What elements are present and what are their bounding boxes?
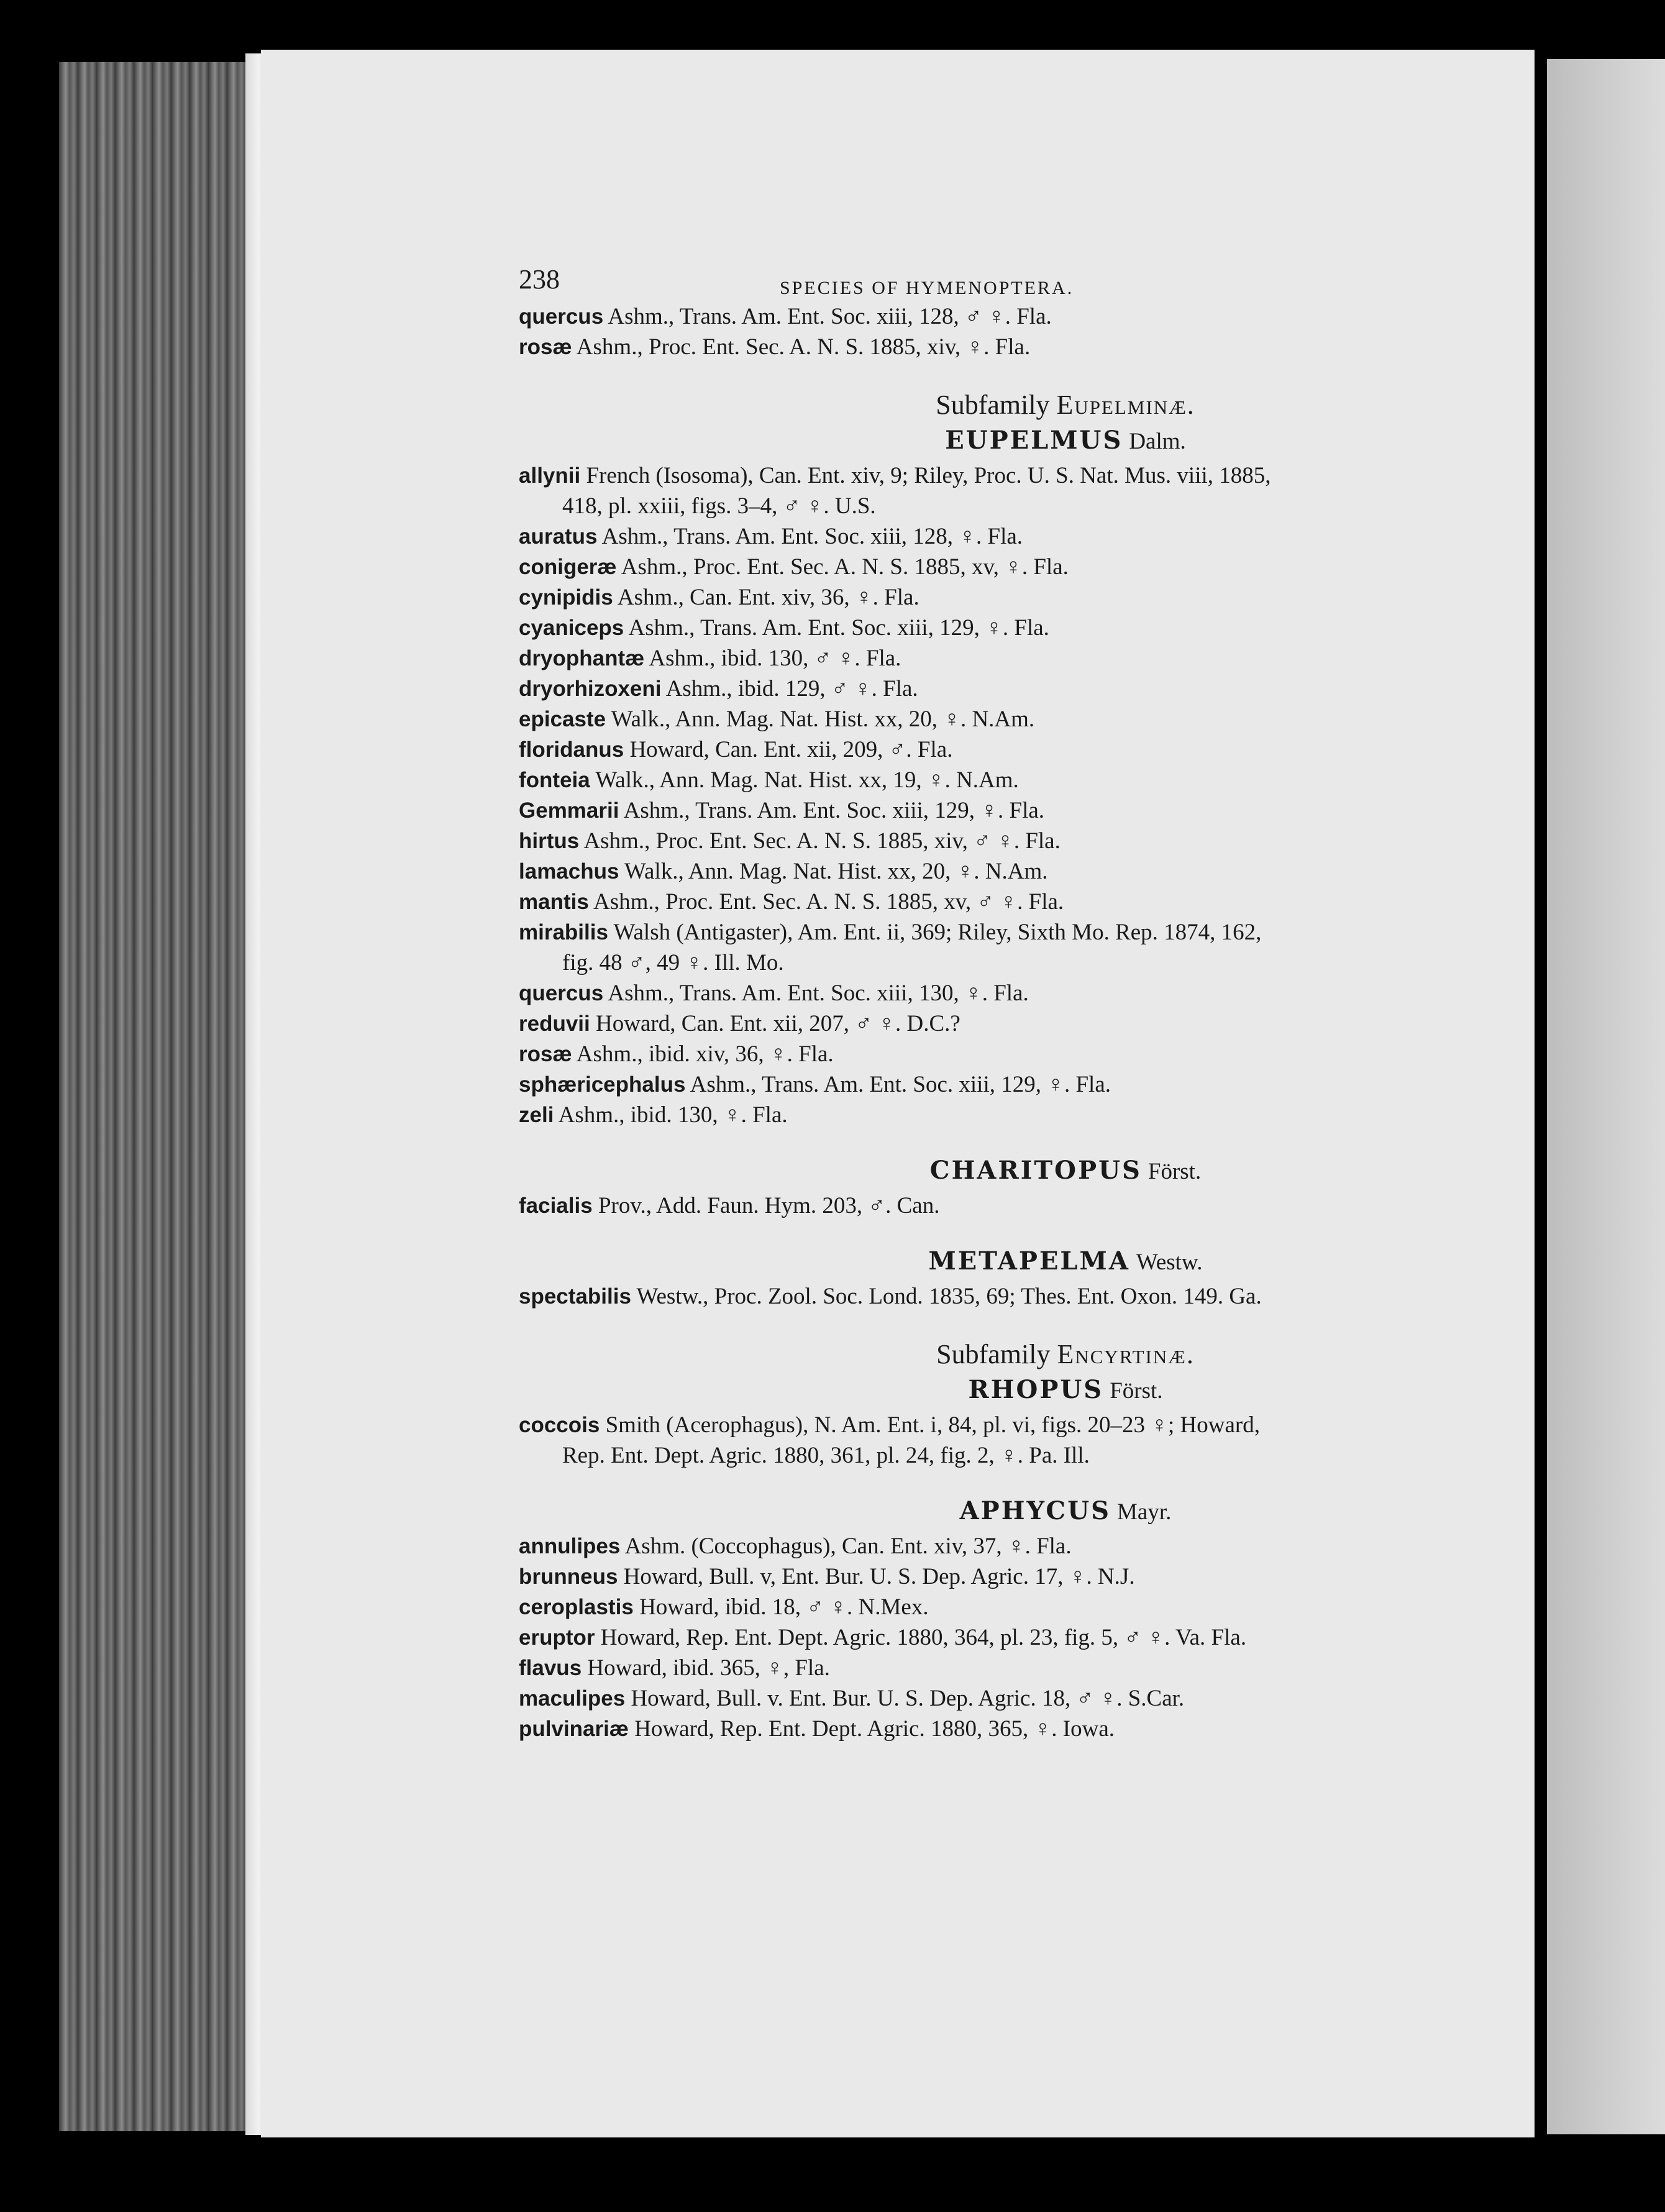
species-citation: Walk., Ann. Mag. Nat. Hist. xx, 20, ♀. N.Am. — [619, 859, 1048, 884]
species-entry — [519, 1191, 1426, 1221]
species-entry — [519, 704, 1426, 734]
page-header — [519, 264, 1426, 301]
species-name: rosæ — [519, 335, 572, 359]
species-citation: Ashm., ibid. 130, ♀. Fla. — [554, 1102, 788, 1128]
species-citation: Ashm., Proc. Ent. Sec. A. N. S. 1885, xiv, ♀. Fla. — [572, 334, 1031, 360]
species-entry — [519, 734, 1426, 765]
species-name: spectabilis — [519, 1284, 631, 1309]
species-citation: French (Isosoma), Can. Ent. xiv, 9; Riley, Proc. U. S. Nat. Mus. viii, 1885, — [580, 463, 1271, 488]
species-name: dryophantæ — [519, 646, 645, 670]
species-citation: Ashm., Trans. Am. Ent. Soc. xiii, 129, ♀. Fla. — [685, 1072, 1111, 1097]
subfamily-prefix: Subfamily — [936, 1339, 1057, 1369]
species-entry — [519, 1622, 1426, 1653]
species-name: flavus — [519, 1656, 582, 1680]
species-citation: Howard, ibid. 365, ♀, Fla. — [582, 1655, 830, 1681]
subfamily-heading — [519, 390, 1426, 420]
species-entry — [519, 1561, 1426, 1592]
subfamily-prefix: Subfamily — [936, 390, 1057, 420]
species-citation: Ashm., Trans. Am. Ent. Soc. xiii, 129, ♀. Fla. — [624, 615, 1049, 641]
species-name: mantis — [519, 890, 589, 914]
species-citation: Walk., Ann. Mag. Nat. Hist. xx, 19, ♀. N.Am. — [590, 767, 1019, 793]
species-citation: Walsh (Antigaster), Am. Ent. ii, 369; Riley, Sixth Mo. Rep. 1874, 162, — [608, 920, 1262, 945]
species-entry — [519, 765, 1426, 795]
genus-heading — [519, 425, 1426, 457]
species-citation: Ashm., Proc. Ent. Sec. A. N. S. 1885, xiv, ♂ ♀. Fla. — [579, 828, 1061, 854]
species-citation: Ashm., Trans. Am. Ent. Soc. xiii, 128, ♀. Fla. — [597, 524, 1023, 549]
species-name: conigeræ — [519, 555, 617, 579]
species-entry — [519, 552, 1426, 582]
species-citation: Howard, ibid. 18, ♂ ♀. N.Mex. — [633, 1594, 929, 1620]
species-entry — [519, 1039, 1426, 1069]
species-citation: Ashm., ibid. 129, ♂ ♀. Fla. — [661, 676, 918, 702]
species-entry — [519, 613, 1426, 643]
species-name: cyaniceps — [519, 616, 624, 640]
species-entry — [519, 1531, 1426, 1561]
genus-heading — [519, 1155, 1426, 1187]
species-name: mirabilis — [519, 920, 608, 944]
species-entry — [519, 1683, 1426, 1714]
species-citation: Ashm., Trans. Am. Ent. Soc. xiii, 128, ♂ ♀. Fla. — [603, 304, 1052, 329]
genus-author: Först. — [1147, 1159, 1202, 1184]
species-entry — [519, 460, 1426, 491]
species-citation: Ashm., Trans. Am. Ent. Soc. xiii, 130, ♀. Fla. — [603, 980, 1029, 1006]
species-name: auratus — [519, 524, 598, 549]
species-name: lamachus — [519, 859, 619, 884]
species-name: fonteia — [519, 768, 590, 792]
species-name: zeli — [519, 1103, 554, 1127]
species-entry — [519, 1069, 1426, 1100]
species-name: Gemmarii — [519, 798, 619, 823]
subfamily-name: Encyrtinæ. — [1057, 1339, 1195, 1369]
genus-name: EUPELMUS — [945, 426, 1123, 455]
genus-name: APHYCUS — [959, 1496, 1111, 1525]
species-citation: Howard, Rep. Ent. Dept. Agric. 1880, 364, pl. 23, fig. 5, ♂ ♀. Va. Fla. — [595, 1625, 1247, 1650]
section-spacer — [519, 1471, 1426, 1496]
species-citation: Ashm., Proc. Ent. Sec. A. N. S. 1885, xv, ♂ ♀. Fla. — [588, 889, 1064, 915]
section-spacer — [519, 1221, 1426, 1246]
species-entry — [519, 332, 1426, 362]
species-entry — [519, 1100, 1426, 1130]
species-name: maculipes — [519, 1686, 626, 1711]
species-entry-continuation: 418, pl. xxiii, figs. 3–4, ♂ ♀. U.S. — [562, 493, 876, 519]
species-citation: Howard, Bull. v. Ent. Bur. U. S. Dep. Agric. 18, ♂ ♀. S.Car. — [625, 1686, 1185, 1711]
species-name: hirtus — [519, 829, 580, 853]
species-name: rosæ — [519, 1042, 572, 1066]
species-entry — [519, 1008, 1426, 1039]
species-entry — [519, 582, 1426, 613]
genus-author: Dalm. — [1129, 429, 1186, 454]
species-entry — [519, 674, 1426, 704]
species-entry — [519, 1592, 1426, 1622]
genus-name: METAPELMA — [928, 1246, 1130, 1276]
species-name: reduvii — [519, 1012, 590, 1036]
species-entry — [519, 1653, 1426, 1683]
species-name: quercus — [519, 981, 604, 1005]
species-name: coccois — [519, 1413, 600, 1437]
species-name: eruptor — [519, 1625, 595, 1650]
species-name: facialis — [519, 1194, 593, 1218]
species-entry — [519, 1714, 1426, 1744]
page-number: 238 — [519, 264, 560, 295]
species-citation: Howard, Bull. v, Ent. Bur. U. S. Dep. Agric. 17, ♀. N.J. — [618, 1564, 1135, 1589]
genus-name: CHARITOPUS — [929, 1156, 1142, 1185]
book-spine-edge — [59, 62, 258, 2131]
genus-author: Mayr. — [1117, 1499, 1172, 1525]
species-citation: Walk., Ann. Mag. Nat. Hist. xx, 20, ♀. N.Am. — [606, 706, 1035, 732]
species-citation: Prov., Add. Faun. Hym. 203, ♂. Can. — [592, 1193, 940, 1218]
species-entry-continuation: Rep. Ent. Dept. Agric. 1880, 361, pl. 24, fig. 2, ♀. Pa. Ill. — [562, 1443, 1090, 1468]
species-citation: Ashm. (Coccophagus), Can. Ent. xiv, 37, ♀. Fla. — [620, 1533, 1072, 1559]
species-list — [519, 301, 1426, 1744]
species-entry — [519, 856, 1426, 887]
species-citation: Ashm., Proc. Ent. Sec. A. N. S. 1885, xv, ♀. Fla. — [616, 554, 1069, 580]
species-entry — [519, 795, 1426, 826]
species-name: floridanus — [519, 738, 624, 762]
species-citation: Ashm., Can. Ent. xiv, 36, ♀. Fla. — [613, 585, 919, 610]
species-entry — [519, 887, 1426, 917]
genus-heading — [519, 1374, 1426, 1406]
species-citation: Howard, Rep. Ent. Dept. Agric. 1880, 365, ♀. Iowa. — [628, 1716, 1115, 1742]
species-name: dryorhizoxeni — [519, 677, 662, 701]
species-entry — [519, 978, 1426, 1008]
species-citation: Westw., Proc. Zool. Soc. Lond. 1835, 69; Thes. Ent. Oxon. 149. Ga. — [631, 1284, 1262, 1309]
species-citation: Howard, Can. Ent. xii, 209, ♂. Fla. — [624, 737, 953, 762]
species-entry — [519, 1281, 1426, 1312]
species-entry — [519, 1410, 1426, 1440]
genus-name: RHOPUS — [968, 1375, 1104, 1404]
species-name: annulipes — [519, 1534, 621, 1558]
genus-heading — [519, 1246, 1426, 1277]
species-name: allynii — [519, 464, 581, 488]
species-entry — [519, 643, 1426, 674]
species-name: brunneus — [519, 1565, 618, 1589]
species-entry — [519, 521, 1426, 552]
species-entry — [519, 917, 1426, 948]
species-name: cynipidis — [519, 585, 613, 610]
next-page-edge — [1547, 59, 1665, 2134]
species-entry — [519, 826, 1426, 856]
section-spacer — [519, 1130, 1426, 1155]
running-title: SPECIES OF HYMENOPTERA. — [780, 278, 1074, 298]
species-name: epicaste — [519, 707, 606, 731]
species-entry — [519, 301, 1426, 332]
subfamily-heading — [519, 1339, 1426, 1369]
species-entry-continuation: fig. 48 ♂, 49 ♀. Ill. Mo. — [562, 950, 784, 976]
species-citation: Howard, Can. Ent. xii, 207, ♂ ♀. D.C.? — [590, 1011, 960, 1036]
species-citation: Ashm., ibid. xiv, 36, ♀. Fla. — [572, 1041, 834, 1067]
species-name: pulvinariæ — [519, 1717, 629, 1741]
species-citation: Smith (Acerophagus), N. Am. Ent. i, 84, pl. vi, figs. 20–23 ♀; Howard, — [600, 1412, 1260, 1438]
species-name: quercus — [519, 304, 604, 329]
genus-author: Westw. — [1136, 1250, 1203, 1275]
species-citation: Ashm., Trans. Am. Ent. Soc. xiii, 129, ♀. Fla. — [619, 798, 1045, 823]
species-citation: Ashm., ibid. 130, ♂ ♀. Fla. — [644, 646, 901, 671]
species-name: sphæricephalus — [519, 1072, 686, 1097]
genus-author: Först. — [1110, 1378, 1163, 1404]
genus-heading — [519, 1496, 1426, 1527]
page-content — [519, 264, 1426, 1744]
subfamily-name: Eupelminæ. — [1056, 390, 1195, 420]
species-name: ceroplastis — [519, 1595, 634, 1619]
